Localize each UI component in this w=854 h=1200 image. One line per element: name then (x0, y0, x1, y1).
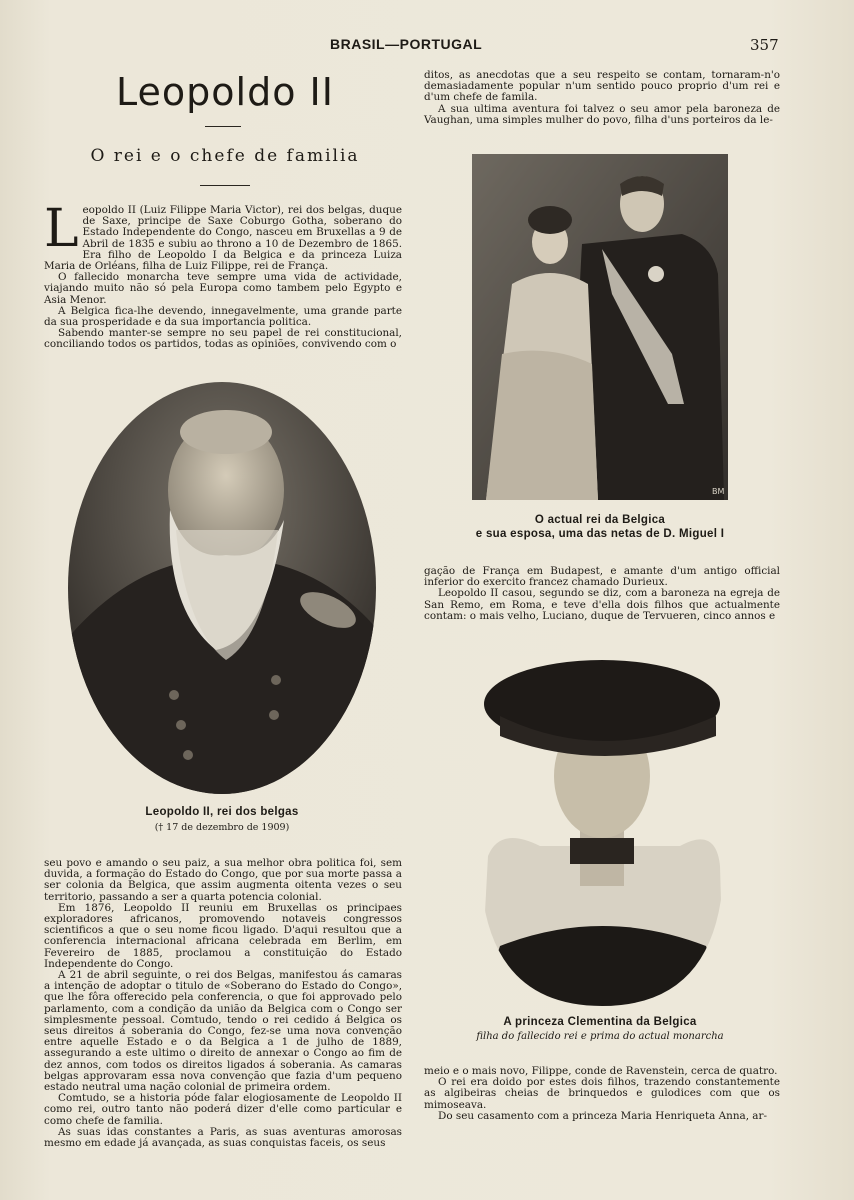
paragraph: Em 1876, Leopoldo II reuniu em Bruxellas os principaes exploradores africanos, promovendo notaveis congressos scientificos a que o seu nome ficou ligado. D'aqui resultou que a conferencia internacional africana celebrada em Berlim, em Fevereiro de 1885, proclamou a constituição do Estado Independente do Congo. (44, 901, 402, 970)
paragraph: eopoldo II (Luiz Filippe Maria Victor), rei dos belgas, duque de Saxe, principe de Saxe Coburgo Gotha, soberano do Estado Independente do Congo, nasceu em Bruxellas a 9 de Abril de 1835 e subiu ao throno a 10 de Dezembro de 1865. Era filho de Leopoldo I da Belgica e da princeza Luiza Maria de Orléans, filha de Luiz Filippe, rei de França. (44, 204, 402, 273)
paragraph: ditos, as anecdotas que a seu respeito se contam, tornaram-n'o demasiadamente popular n'um sentido pouco proprio d'um rei e d'um chefe de famila. (424, 69, 780, 104)
clementina-subcaption: filha do fallecido rei e prima do actual monarcha (476, 1031, 724, 1042)
clementina-portrait (480, 656, 724, 1006)
paragraph: As suas idas constantes a Paris, as suas aventuras amorosas mesmo em edade já avançada, as suas conquistas faceis, os seus (44, 1125, 402, 1150)
paragraph: A Belgica fica-lhe devendo, innegavelmente, uma grande parte da sua prosperidade e da sua importancia politica. (44, 304, 402, 329)
leopold-subcaption: († 17 de dezembro de 1909) (154, 822, 290, 833)
paragraph: O rei era doido por estes dois filhos, trazendo constantemente as algibeiras cheias de brinquedos e gulodices com que os mimoseava. (424, 1076, 780, 1111)
clementina-caption: A princeza Clementina da Belgica (503, 1016, 697, 1028)
paragraph: meio e o mais novo, Filippe, conde de Ravenstein, cerca de quatro. (424, 1065, 778, 1077)
title-divider (205, 126, 241, 127)
paragraph: seu povo e amando o seu paiz, a sua melhor obra politica foi, sem duvida, a formação do Estado do Congo, que por sua morte passa a ser colonia da Belgica, que assim augmenta oitenta vezes o seu territorio, passando a ser a quarta potencia colonial. (44, 857, 402, 903)
paragraph: Leopoldo II casou, segundo se diz, com a baroneza na egreja de San Remo, em Roma, e teve d'ella dois filhos que actualmente contam: o mais velho, Luciano, duque de Tervueren, cinco annos e (424, 587, 780, 622)
right-column-bottom (424, 1066, 780, 1122)
right-column-middle (424, 566, 780, 622)
paragraph: Sabendo manter-se sempre no seu papel de rei constitucional, conciliando todos os partidos, todas as opiniões, convivendo com o (44, 327, 402, 351)
couple-caption-line2: e sua esposa, uma das netas de D. Miguel I (475, 528, 725, 540)
article-title: Leopoldo II (116, 70, 334, 114)
royal-couple-photo (472, 154, 728, 500)
couple-caption-line1: O actual rei da Belgica (534, 514, 666, 526)
left-column-top (44, 199, 402, 351)
paragraph: O fallecido monarcha teve sempre uma vida de actividade, viajando muito não só pela Europa como tambem pelo Egypto e Asia Menor. (44, 271, 402, 306)
leopold-caption: Leopoldo II, rei dos belgas (145, 806, 299, 818)
paragraph: gação de França em Budapest, e amante d'um antigo official inferior do exercito francez chamado Durieux. (424, 565, 780, 589)
drop-cap: L (44, 199, 79, 259)
running-title: BRASIL—PORTUGAL (330, 36, 483, 52)
paragraph: Comtudo, se a historia póde falar elogiosamente de Leopoldo II como rei, outro tanto não poderá dizer d'elle como particular e como chefe de familia. (44, 1092, 402, 1127)
paragraph: A sua ultima aventura foi talvez o seu amor pela baroneza de Vaughan, uma simples mulher do povo, filha d'uns porteiros da le- (424, 102, 780, 126)
right-column-top (424, 70, 780, 126)
article-subtitle: O rei e o chefe de familia (90, 146, 360, 166)
paragraph: A 21 de abril seguinte, o rei dos Belgas, manifestou ás camaras a intenção de adoptar o titulo de «Soberano do Estado do Congo», que lhe fôra offerecido pela conferencia, o que foi approvado pelo parlamento, com a condição da união da Belgica com o Congo ser simplesmente pessoal. Comtudo, tendo o rei cedido á Belgica os seus direitos á soberania do Congo, fez-se uma nova convenção entre aquelle Estado e o da Belgica a 1 de julho de 1889, assegurando a este ultimo o direito de annexar o Congo ao fim de dez annos, com todos os direitos ligados á soberania. As camaras belgas approvaram essa nova convenção que fazia d'um pequeno estado neutral uma nação colonial de primeira ordem. (44, 969, 402, 1094)
photo-signature: BM (712, 487, 725, 496)
paragraph: Do seu casamento com a princeza Maria Henriqueta Anna, ar- (438, 1109, 767, 1122)
left-column-bottom (44, 858, 402, 1149)
leopold-portrait (66, 380, 378, 796)
page-number: 357 (750, 36, 779, 54)
subtitle-divider (200, 185, 250, 186)
